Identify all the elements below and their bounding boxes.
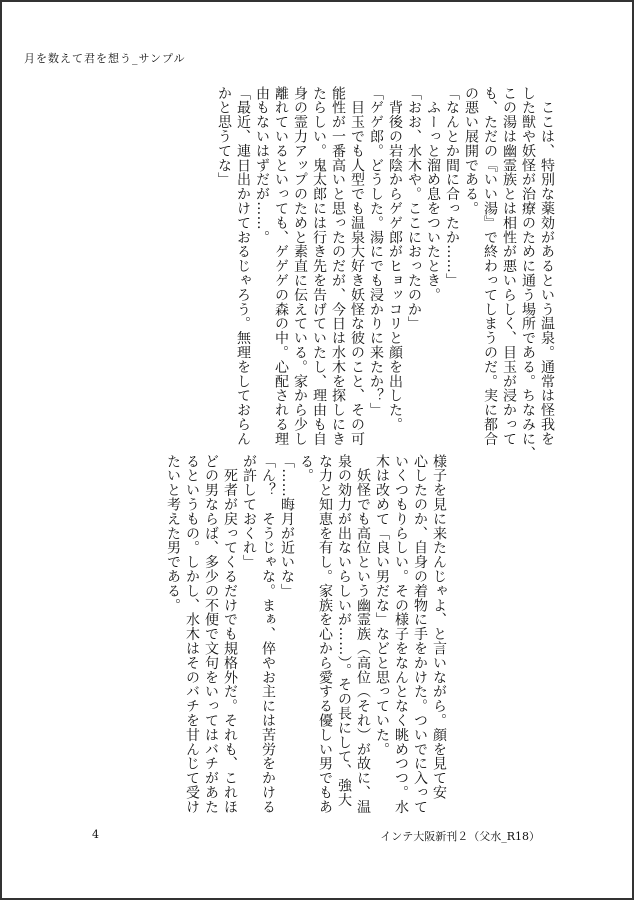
text-line: 様子を見に来たんじゃよ、と言いながら。顔を見て安 [431, 454, 447, 800]
text-line: ここは、特別な薬効があるという温泉。通常は怪我を [539, 86, 555, 446]
text-line: かと思うてな」 [216, 86, 232, 187]
text-line: るというもの。しかし、水木はそのバチを甘んじて受け [184, 454, 200, 814]
text-line: も、ただの『いい湯』で終わってしまうのだ。実に都合 [482, 86, 498, 446]
text-line: が許しておくれ」 [241, 454, 257, 570]
running-header-title: 月を数えて君を想う_サンプル [24, 52, 186, 65]
text-line: 泉の効力が出ないらしいが……）。その長にして、強大 [336, 454, 352, 807]
text-column-top [94, 86, 556, 461]
text-line: たらしい。鬼太郎には行き先を告げていたし、理由も自 [311, 86, 327, 446]
text-line: 「なんとか間に合ったか……」 [444, 86, 460, 288]
text-line: 妖怪でも高位という幽霊族（高位（それ）が故に、温 [355, 454, 371, 814]
text-line: 目玉でも人型でも温泉大好き妖怪な彼のこと、その可 [349, 86, 365, 446]
text-line: 離れているといっても、ゲゲゲの森の中。心配される理 [273, 86, 289, 446]
text-line: 木は改めて「良い男だな」などと思っていた。 [374, 454, 390, 757]
text-line: 「おお、水木や。ここにおったのか」 [406, 86, 422, 331]
text-line: この湯は幽霊族とは相性が悪いらしく、目玉が浸かって [501, 86, 517, 446]
text-line: たいと考えた男である。 [165, 454, 181, 613]
text-line: 「……晦月が近いな」 [279, 454, 295, 598]
text-line: 心したのか、自身の着物に手をかけた。ついでに入って [412, 454, 428, 814]
text-line: 「ゲゲ郎。どうした。湯にでも浸かりに来たか？」 [368, 86, 384, 418]
text-line: る。 [298, 454, 314, 483]
text-line: 死者が戻ってくるだけでも規格外だ。それも、これほ [222, 454, 238, 814]
text-line: 「ん？ そうじゃな。まぁ、倅やお主には苦労をかける [260, 454, 276, 814]
text-line: ふーっと溜め息をついたとき。 [425, 86, 441, 302]
text-column-bottom [165, 454, 448, 814]
text-line: な力と知恵を有し。家族を心から愛する優しい男でもあ [317, 454, 333, 814]
text-line: 「最近、連日出かけておるじゃろう。無理をしておらん [235, 86, 251, 446]
text-line: 背後の岩陰からゲゲ郎がヒョッコリと顔を出した。 [387, 86, 403, 432]
page-number: 4 [92, 828, 99, 841]
text-line: 身の霊力アップのためと素直に伝えている。家から少し [292, 86, 308, 446]
text-line: の悪い展開である。 [463, 86, 479, 216]
text-line: どの男ならば、多少の不便で文句をいってはバチがあた [203, 454, 219, 814]
text-line: 能性が一番高いと思ったのだが、今日は水木を探しにき [330, 86, 346, 446]
text-line: した獣や妖怪が治療のために通う場所である。ちなみに、 [520, 86, 536, 461]
text-line: 由もないはずだが……。 [254, 86, 270, 245]
footer-publication-info: インテ大阪新刊２（父水_R18） [380, 830, 540, 843]
text-line: いくつもりらしい。その様子をなんとなく眺めつつ。水 [393, 454, 409, 814]
